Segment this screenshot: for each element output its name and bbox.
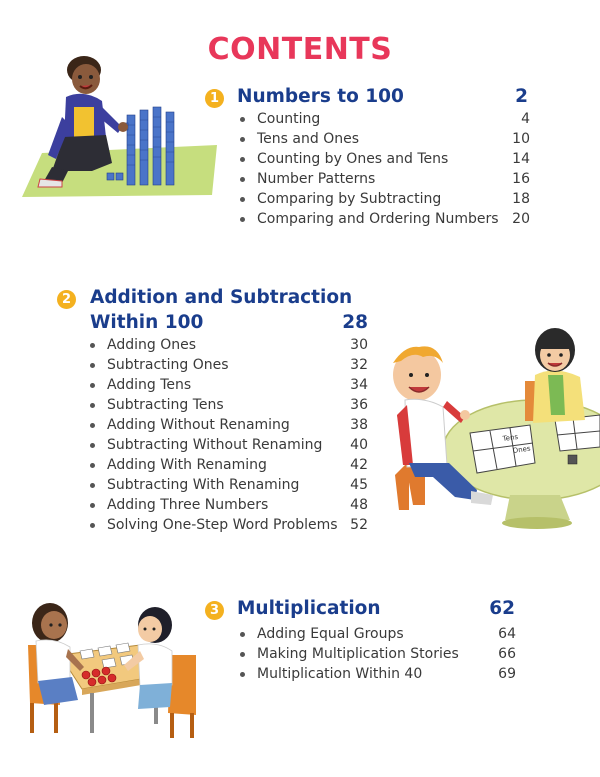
lesson-label: Multiplication Within 40 xyxy=(257,666,423,682)
list-item[interactable] xyxy=(90,395,368,415)
lesson-page: 64 xyxy=(498,626,516,642)
lesson-page: 4 xyxy=(521,111,530,127)
lesson-label: Tens and Ones xyxy=(257,131,359,147)
lesson-label: Adding Equal Groups xyxy=(257,626,404,642)
lesson-label: Adding Three Numbers xyxy=(107,497,269,513)
list-item[interactable] xyxy=(90,515,368,535)
chapter-1-badge: 1 xyxy=(205,89,224,108)
lesson-page: 16 xyxy=(512,171,530,187)
chapter-3-page: 62 xyxy=(489,598,515,619)
lesson-label: Counting by Ones and Tens xyxy=(257,151,449,167)
lesson-label: Adding With Renaming xyxy=(107,457,267,473)
chapter-2-title-line2[interactable]: Within 100 xyxy=(90,312,204,333)
lesson-label: Comparing and Ordering Numbers xyxy=(257,211,499,227)
chapter-1-page: 2 xyxy=(515,86,528,107)
lesson-label: Number Patterns xyxy=(257,171,376,187)
list-item[interactable] xyxy=(240,109,530,129)
lesson-page: 18 xyxy=(512,191,530,207)
page-title: CONTENTS xyxy=(207,32,393,67)
lesson-label: Making Multiplication Stories xyxy=(257,646,459,662)
lesson-page: 14 xyxy=(512,151,530,167)
lesson-page: 45 xyxy=(350,477,368,493)
chapter-3-title[interactable]: Multiplication xyxy=(237,598,381,619)
lesson-label: Solving One-Step Word Problems xyxy=(107,517,338,533)
lesson-page: 40 xyxy=(350,437,368,453)
list-item[interactable] xyxy=(240,149,530,169)
list-item[interactable] xyxy=(90,355,368,375)
lesson-label: Adding Without Renaming xyxy=(107,417,290,433)
list-item[interactable] xyxy=(90,455,368,475)
kids-playing-game-illustration xyxy=(20,585,205,740)
chapter-2-badge: 2 xyxy=(57,290,76,309)
lesson-page: 34 xyxy=(350,377,368,393)
list-item[interactable] xyxy=(240,129,530,149)
lesson-label: Subtracting With Renaming xyxy=(107,477,300,493)
chapter-3-badge: 3 xyxy=(205,601,224,620)
list-item[interactable] xyxy=(240,664,516,684)
chapter-1-title[interactable]: Numbers to 100 xyxy=(237,86,404,107)
chapter-3-lesson-list xyxy=(240,624,516,684)
lesson-label: Adding Tens xyxy=(107,377,192,393)
lesson-page: 38 xyxy=(350,417,368,433)
lesson-label: Subtracting Without Renaming xyxy=(107,437,323,453)
lesson-label: Comparing by Subtracting xyxy=(257,191,442,207)
lesson-page: 32 xyxy=(350,357,368,373)
lesson-label: Counting xyxy=(257,111,321,127)
lesson-label: Adding Ones xyxy=(107,337,197,353)
list-item[interactable] xyxy=(90,375,368,395)
card-label-ones: Ones xyxy=(512,444,532,455)
lesson-label: Subtracting Ones xyxy=(107,357,229,373)
list-item[interactable] xyxy=(240,189,530,209)
list-item[interactable] xyxy=(90,415,368,435)
lesson-page: 66 xyxy=(498,646,516,662)
card-label-tens: Tens xyxy=(502,432,519,443)
boy-with-cubes-illustration xyxy=(22,45,217,200)
list-item[interactable] xyxy=(240,644,516,664)
chapter-1-lesson-list xyxy=(240,109,530,229)
lesson-page: 69 xyxy=(498,666,516,682)
list-item[interactable] xyxy=(90,495,368,515)
kids-at-table-illustration xyxy=(385,305,600,540)
list-item[interactable] xyxy=(240,209,530,229)
list-item[interactable] xyxy=(90,335,368,355)
lesson-label: Subtracting Tens xyxy=(107,397,224,413)
list-item[interactable] xyxy=(90,475,368,495)
lesson-page: 42 xyxy=(350,457,368,473)
lesson-page: 52 xyxy=(350,517,368,533)
chapter-2-title-line1[interactable]: Addition and Subtraction xyxy=(90,287,353,308)
lesson-page: 20 xyxy=(512,211,530,227)
list-item[interactable] xyxy=(240,169,530,189)
lesson-page: 30 xyxy=(350,337,368,353)
list-item[interactable] xyxy=(240,624,516,644)
lesson-page: 48 xyxy=(350,497,368,513)
chapter-2-page: 28 xyxy=(342,312,368,333)
chapter-2-lesson-list xyxy=(90,335,368,535)
lesson-page: 10 xyxy=(512,131,530,147)
girl-figure xyxy=(525,328,585,423)
list-item[interactable] xyxy=(90,435,368,455)
lesson-page: 36 xyxy=(350,397,368,413)
